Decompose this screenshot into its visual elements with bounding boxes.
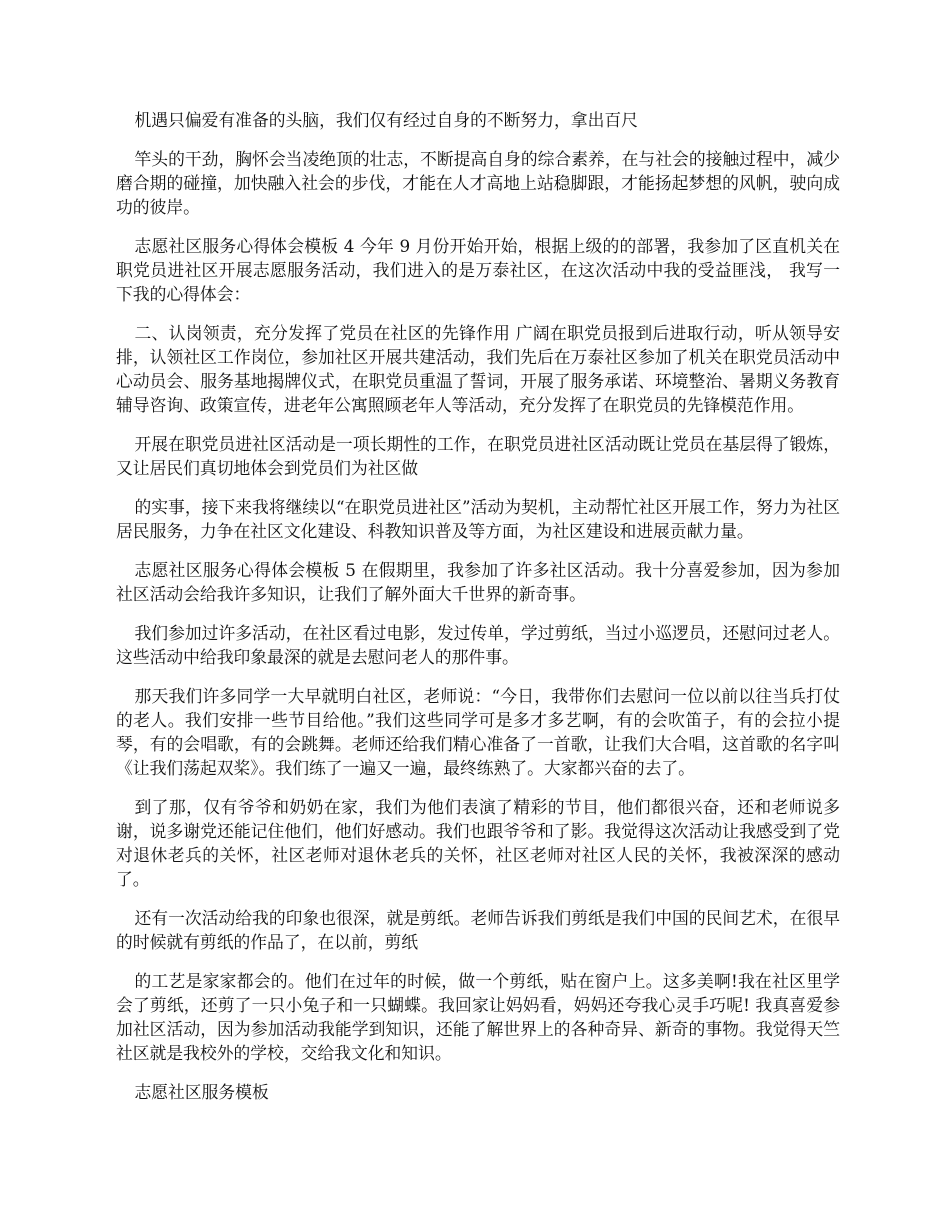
- paragraph-8: 我们参加过许多活动，在社区看过电影，发过传单，学过剪纸，当过小巡逻员，还慰问过老人。这些活动中给我印象最深的就是去慰问老人的那件事。: [116, 623, 840, 667]
- paragraph-7: 志愿社区服务心得体会模板 5 在假期里，我参加了许多社区活动。我十分喜爱参加，因为参加社区活动会给我许多知识，让我们了解外面大千世界的新奇事。: [116, 560, 840, 604]
- paragraph-5: 开展在职党员进社区活动是一项长期性的工作，在职党员进社区活动既让党员在基层得了锻炼，又让居民们真切地体会到党员们为社区做: [116, 434, 840, 478]
- paragraph-10: 到了那，仅有爷爷和奶奶在家，我们为他们表演了精彩的节目，他们都很兴奋，还和老师说多谢，说多谢党还能记住他们，他们好感动。我们也跟爷爷和了影。我觉得这次活动让我感受到了党对退休老兵的关怀，社区老师对退休老兵的关怀，社区老师对社区人民的关怀，我被深深的感动了。: [116, 797, 840, 889]
- paragraph-11: 还有一次活动给我的印象也很深，就是剪纸。老师告诉我们剪纸是我们中国的民间艺术，在很早的时候就有剪纸的作品了，在以前，剪纸: [116, 908, 840, 952]
- paragraph-12: 的工艺是家家都会的。他们在过年的时候，做一个剪纸，贴在窗户上。这多美啊!我在社区里学会了剪纸，还剪了一只小兔子和一只蝴蝶。我回家让妈妈看，妈妈还夸我心灵手巧呢! 我真喜爱参加社区活动，因为参加活动我能学到知识，还能了解世界上的各种奇异、新奇的事物。我觉得天竺社区就是我校外的学校，交给我文化和知识。: [116, 971, 840, 1063]
- paragraph-2: 竿头的干劲，胸怀会当凌绝顶的壮志，不断提高自身的综合素养，在与社会的接触过程中，减少磨合期的碰撞，加快融入社会的步伐，才能在人才高地上站稳脚跟，才能扬起梦想的风帆，驶向成功的彼岸。: [116, 149, 840, 217]
- paragraph-6: 的实事，接下来我将继续以“在职党员进社区”活动为契机，主动帮忙社区开展工作，努力为社区居民服务，力争在社区文化建设、科教知识普及等方面，为社区建设和进展贡献力量。: [116, 497, 840, 541]
- paragraph-13: 志愿社区服务模板: [134, 1082, 269, 1102]
- paragraph-1: 机遇只偏爱有准备的头脑，我们仅有经过自身的不断努力，拿出百尺: [134, 110, 638, 130]
- document-page: [116, 108, 840, 1119]
- paragraph-4: 二、认岗领责，充分发挥了党员在社区的先锋作用 广阔在职党员报到后进取行动，听从领导安排，认领社区工作岗位，参加社区开展共建活动，我们先后在万泰社区参加了机关在职党员活动中心动员会、服务基地揭牌仪式，在职党员重温了誓词，开展了服务承诺、环境整治、暑期义务教育辅导咨询、政策宣传，进老年公寓照顾老年人等活动，充分发挥了在职党员的先锋模范作用。: [116, 323, 840, 415]
- paragraph-3: 志愿社区服务心得体会模板 4 今年 9 月份开始开始，根据上级的的部署，我参加了区直机关在职党员进社区开展志愿服务活动，我们进入的是万泰社区，在这次活动中我的受益匪浅， 我写一下我的心得体会：: [116, 236, 840, 304]
- paragraph-9: 那天我们许多同学一大早就明白社区，老师说：“今日，我带你们去慰问一位以前以往当兵打仗的老人。我们安排一些节目给他。”我们这些同学可是多才多艺啊，有的会吹笛子，有的会拉小提琴，有的会唱歌，有的会跳舞。老师还给我们精心准备了一首歌，让我们大合唱，这首歌的名字叫《让我们荡起双桨》。我们练了一遍又一遍，最终练熟了。大家都兴奋的去了。: [116, 686, 840, 778]
